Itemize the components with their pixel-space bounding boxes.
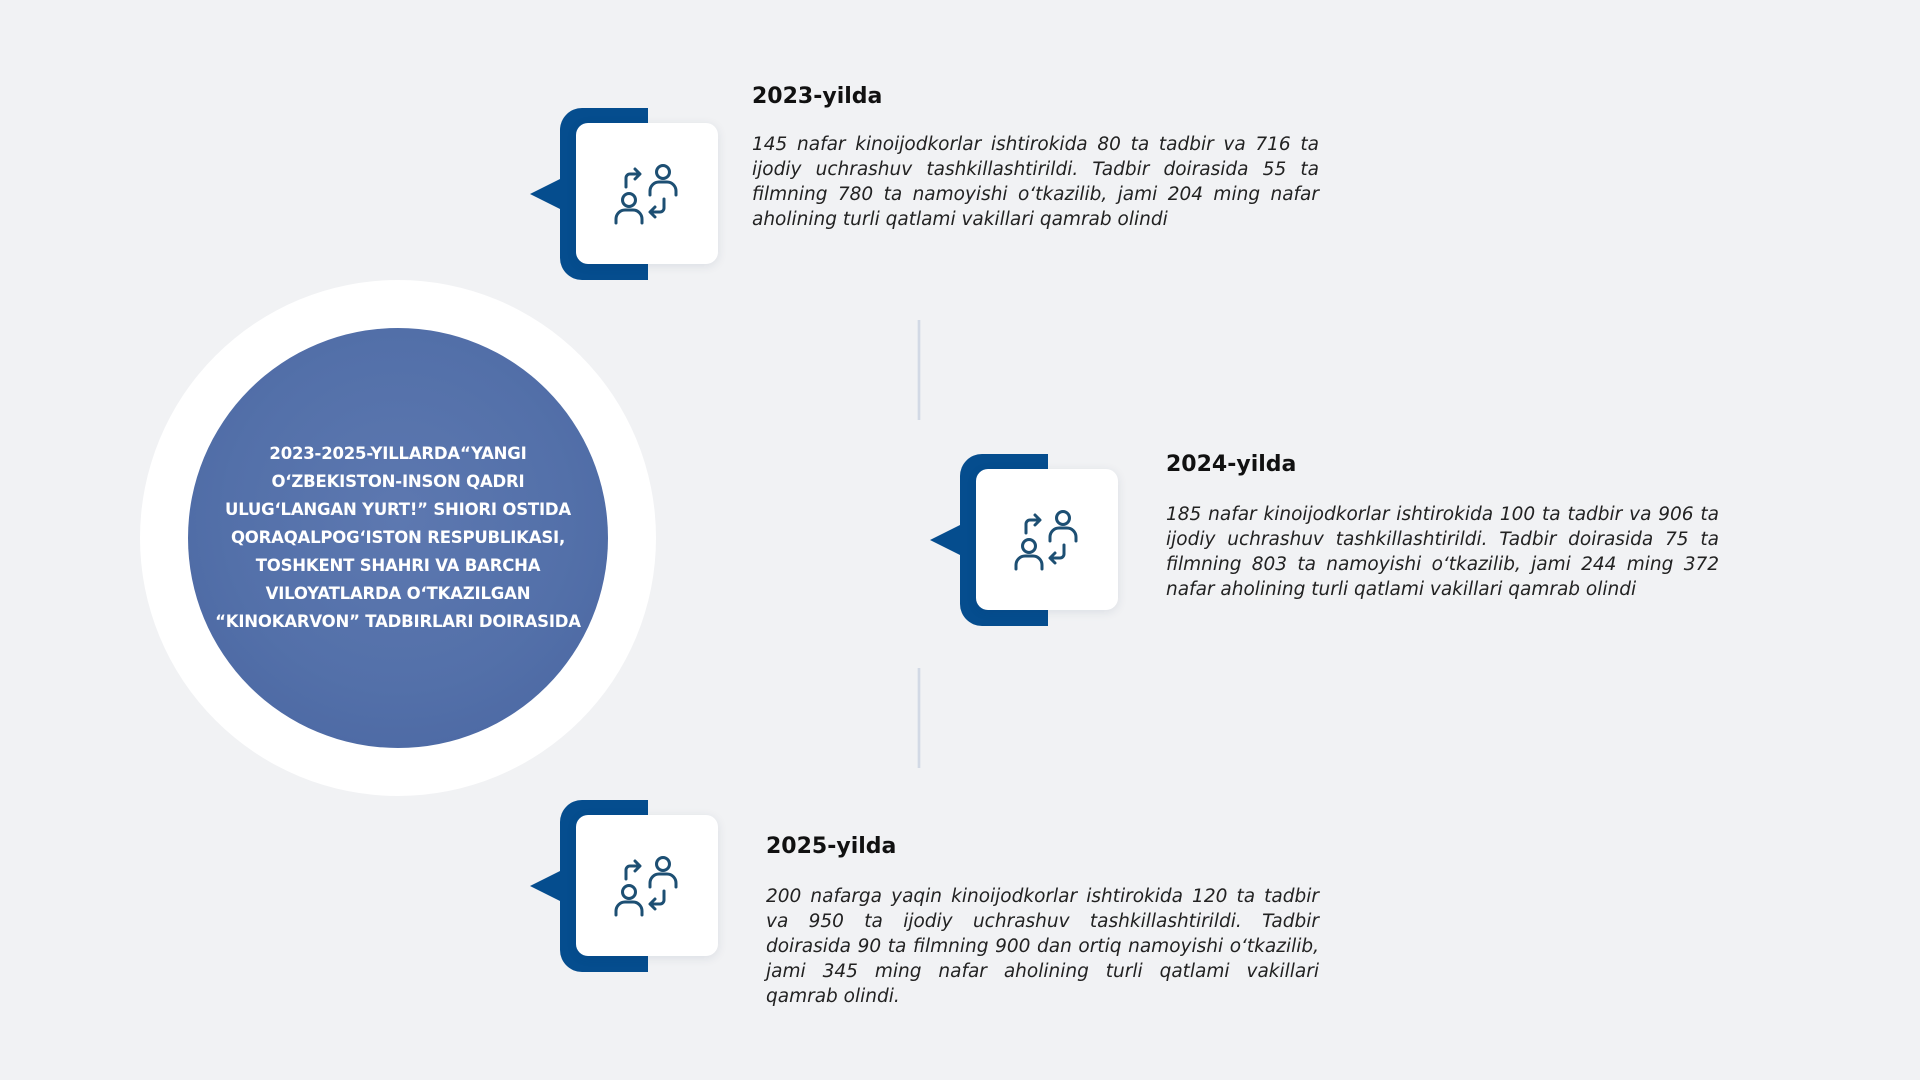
people-exchange-icon — [607, 154, 687, 234]
milestone-year: 2024-yilda — [1166, 452, 1297, 477]
connector-divider — [917, 668, 921, 768]
milestone-card-2024 — [930, 454, 1120, 626]
people-exchange-icon — [1007, 500, 1087, 580]
card-icon-box — [576, 815, 718, 956]
hub-circle — [188, 328, 608, 748]
people-exchange-icon — [607, 846, 687, 926]
card-icon-box — [576, 123, 718, 264]
hub-title: 2023-2025-YILLARDA“YANGI O‘ZBEKISTON-INSON QADRI ULUG‘LANGAN YURT!” SHIORI OSTIDA QORAQALPOG‘ISTON RESPUBLIKASI, TOSHKENT SHAHRI VA BARCHA VILOYATLARDA O‘TKAZILGAN “KINOKARVON” TADBIRLARI DOIRASIDA — [215, 444, 581, 631]
card-pointer — [530, 178, 562, 210]
card-icon-box — [976, 469, 1118, 610]
milestone-description: 145 nafar kinoijodkorlar ishtirokida 80 ta tadbir va 716 ta ijodiy uchrashuv tashkillashtirildi. Tadbir doirasida 55 ta filmning 780 ta namoyishi o‘tkazilib, jami 204 ming nafar aholining turli qatlami vakillari qamrab olindi — [752, 134, 1319, 230]
milestone-description: 185 nafar kinoijodkorlar ishtirokida 100 ta tadbir va 906 ta ijodiy uchrashuv tashkillashtirildi. Tadbir doirasida 75 ta filmning 803 ta namoyishi o‘tkazilib, jami 244 ming 372 nafar aholining turli qatlami vakillari qamrab olindi — [1166, 504, 1719, 600]
milestone-card-2023 — [530, 108, 720, 280]
card-pointer — [530, 870, 562, 902]
card-pointer — [930, 524, 962, 556]
milestone-year: 2025-yilda — [766, 834, 897, 859]
milestone-card-2025 — [530, 800, 720, 972]
milestone-year: 2023-yilda — [752, 84, 883, 109]
connector-divider — [917, 320, 921, 420]
milestone-description: 200 nafarga yaqin kinoijodkorlar ishtirokida 120 ta tadbir va 950 ta ijodiy uchrashuv tashkillashtirildi. Tadbir doirasida 90 ta filmning 900 dan ortiq namoyishi o‘tkazilib, jami 345 ming nafar aholining turli qatlami vakillari qamrab olindi. — [766, 886, 1319, 1007]
